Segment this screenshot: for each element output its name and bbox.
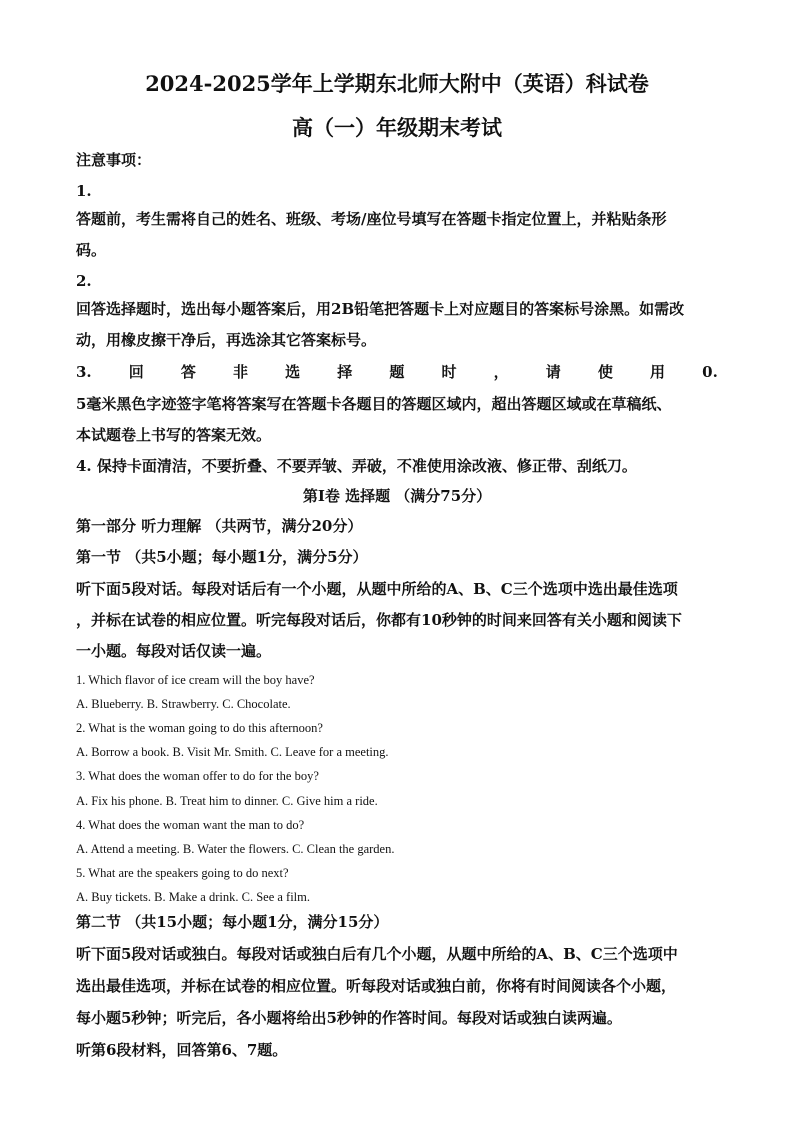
volume-heading: 第Ⅰ卷 选择题 （满分75分） — [302, 487, 492, 505]
exam-subtitle: 高（一）年级期末考试 — [292, 115, 502, 140]
notice-item-3-word: 3. — [76, 363, 92, 381]
notice-item-3-word: 非 — [233, 363, 249, 381]
notice-item-3-word: 使 — [597, 363, 613, 381]
part-heading: 第一部分 听力理解 （共两节，满分20分） — [76, 517, 363, 535]
notice-item-3-word: ， — [493, 363, 509, 381]
exam-title: 2024-2025学年上学期东北师大附中（英语）科试卷 — [145, 71, 649, 96]
notice-item-1-number: 1. — [76, 182, 92, 200]
notice-item-3-line-3: 本试题卷上书写的答案无效。 — [76, 426, 272, 444]
section-1-instruction-line-1: 听下面5段对话。每段对话后有一个小题，从题中所给的A、B、C三个选项中选出最佳选项 — [76, 580, 678, 598]
notice-item-3-word: 回 — [128, 363, 144, 381]
notice-item-2-number: 2. — [76, 272, 92, 290]
section-2-instruction-line-1: 听下面5段对话或独白。每段对话或独白后有几个小题，从题中所给的A、B、C三个选项中 — [76, 945, 678, 963]
question-2: 2. What is the woman going to do this afternoon? — [76, 721, 323, 735]
notice-item-3-word: 时 — [441, 363, 457, 381]
notice-item-3-word: 择 — [337, 363, 353, 381]
question-1-options: A. Blueberry. B. Strawberry. C. Chocolate. — [76, 697, 291, 711]
section-2-instruction-line-3: 每小题5秒钟；听完后，各小题将给出5秒钟的作答时间。每段对话或独白读两遍。 — [76, 1009, 622, 1027]
notice-item-1-line-2: 码。 — [76, 241, 107, 259]
question-4-options: A. Attend a meeting. B. Water the flowers. C. Clean the garden. — [76, 842, 395, 856]
notice-item-3-word: 0. — [702, 363, 718, 381]
question-1: 1. Which flavor of ice cream will the boy have? — [76, 673, 315, 687]
notice-item-3-line-1 — [76, 362, 718, 382]
notice-item-4: 4. 保持卡面清洁，不要折叠、不要弄皱、弄破，不准使用涂改液、修正带、刮纸刀。 — [76, 457, 637, 475]
section-1-heading: 第一节 （共5小题；每小题1分，满分5分） — [76, 548, 368, 566]
notice-item-3-word: 选 — [285, 363, 301, 381]
notice-item-1-line-1: 答题前，考生需将自己的姓名、班级、考场/座位号填写在答题卡指定位置上，并粘贴条形 — [76, 210, 667, 228]
question-4: 4. What does the woman want the man to do? — [76, 818, 305, 832]
question-3-options: A. Fix his phone. B. Treat him to dinner. C. Give him a ride. — [76, 794, 378, 808]
question-5-options: A. Buy tickets. B. Make a drink. C. See a film. — [76, 890, 310, 904]
notice-item-2-line-1: 回答选择题时，选出每小题答案后，用2B铅笔把答题卡上对应题目的答案标号涂黑。如需改 — [76, 300, 685, 318]
section-2-heading: 第二节 （共15小题；每小题1分，满分15分） — [76, 913, 389, 931]
notice-item-3-line-2: 5毫米黑色字迹签字笔将答案写在答题卡各题目的答题区域内，超出答题区域或在草稿纸、 — [76, 395, 672, 413]
notice-item-3-word: 请 — [545, 363, 561, 381]
notice-heading: 注意事项： — [76, 151, 152, 169]
material-6-instruction: 听第6段材料，回答第6、7题。 — [76, 1041, 288, 1059]
notice-item-3-word: 答 — [180, 363, 196, 381]
question-2-options: A. Borrow a book. B. Visit Mr. Smith. C. Leave for a meeting. — [76, 745, 389, 759]
section-1-instruction-line-3: 一小题。每段对话仅读一遍。 — [76, 642, 272, 660]
question-5: 5. What are the speakers going to do next? — [76, 866, 289, 880]
notice-item-2-line-2: 动，用橡皮擦干净后，再选涂其它答案标号。 — [76, 331, 377, 349]
notice-item-3-word: 用 — [650, 363, 666, 381]
question-3: 3. What does the woman offer to do for the boy? — [76, 769, 319, 783]
section-2-instruction-line-2: 选出最佳选项，并标在试卷的相应位置。听每段对话或独白前，你将有时间阅读各个小题， — [76, 977, 677, 995]
section-1-instruction-line-2: ，并标在试卷的相应位置。听完每段对话后，你都有10秒钟的时间来回答有关小题和阅读下 — [76, 611, 682, 629]
notice-item-3-word: 题 — [389, 363, 405, 381]
